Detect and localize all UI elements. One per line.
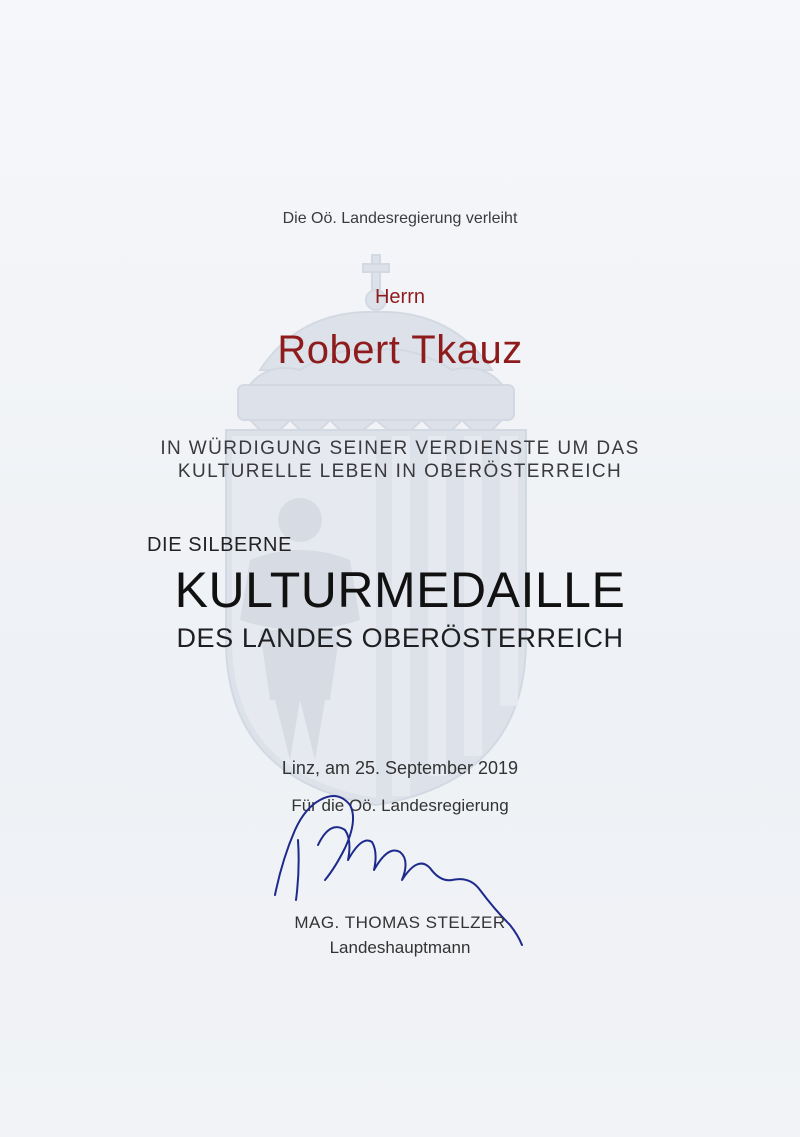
award-title: KULTURMEDAILLE [174, 562, 626, 618]
recipient-name: Robert Tkauz [277, 328, 523, 372]
place-and-date: Linz, am 25. September 2019 [281, 758, 519, 778]
signatory-name: MAG. THOMAS STELZER [294, 913, 506, 932]
award-prefix: DIE SILBERNE [147, 534, 293, 556]
reason-line-2: KULTURELLE LEBEN IN OBERÖSTERREICH [177, 461, 623, 482]
salutation: Herrn [374, 286, 425, 308]
intro-text: Die Oö. Landesregierung verleiht [282, 210, 518, 227]
on-behalf-text: Für die Oö. Landesregierung [291, 796, 509, 815]
signatory-title: Landeshauptmann [329, 938, 471, 957]
reason-line-1: IN WÜRDIGUNG SEINER VERDIENSTE UM DAS [160, 438, 640, 459]
award-suffix: DES LANDES OBERÖSTERREICH [176, 623, 624, 653]
